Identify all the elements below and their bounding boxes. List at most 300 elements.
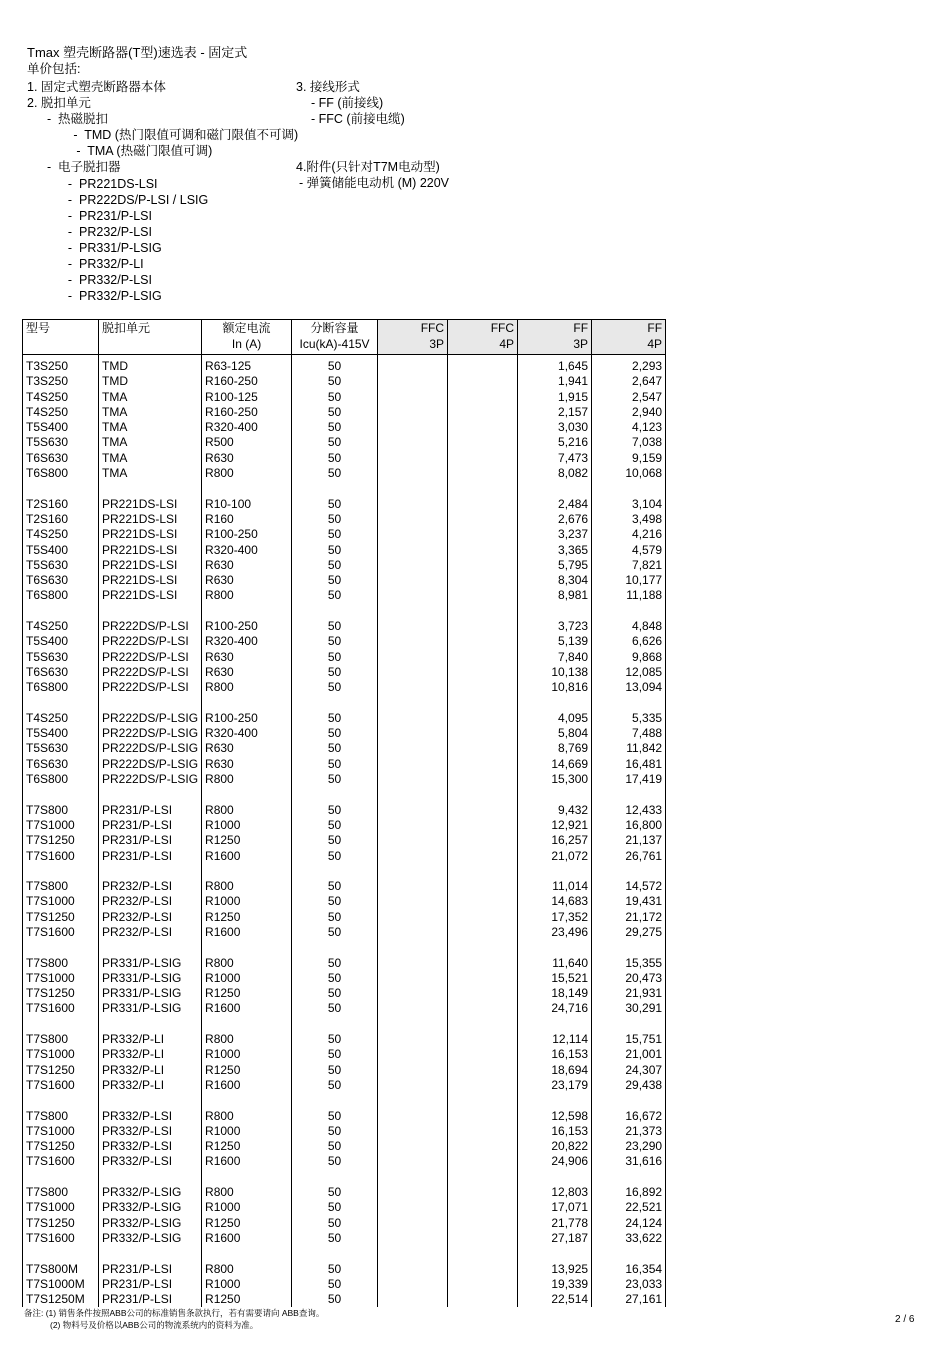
cell-trip-unit: PR221DS-LSI bbox=[99, 527, 202, 542]
table-row bbox=[23, 1109, 666, 1124]
cell-breaking-capacity: 50 bbox=[292, 1124, 378, 1139]
cell-ff-4p: 23,290 bbox=[592, 1139, 666, 1154]
header-ffc-4p: FFC 4P bbox=[448, 320, 518, 355]
cell-rated-current: R800 bbox=[202, 588, 292, 603]
cell-breaking-capacity: 50 bbox=[292, 512, 378, 527]
cell-model: T4S250 bbox=[23, 527, 99, 542]
cell-model: T7S1250 bbox=[23, 1139, 99, 1154]
cell-rated-current: R1250 bbox=[202, 833, 292, 848]
cell-ff-4p: 14,572 bbox=[592, 879, 666, 894]
cell-ff-3p: 5,139 bbox=[518, 634, 592, 649]
included-item: - PR332/P-LSIG bbox=[54, 289, 162, 303]
cell-model: T7S800 bbox=[23, 1032, 99, 1047]
cell-model: T6S630 bbox=[23, 757, 99, 772]
table-row bbox=[23, 986, 666, 1001]
cell-ffc-3p bbox=[378, 1154, 448, 1169]
table-row bbox=[23, 405, 666, 420]
group-separator bbox=[23, 864, 666, 879]
cell-ffc-4p bbox=[448, 1262, 518, 1277]
page-number: 2 / 6 bbox=[895, 1314, 915, 1325]
cell-breaking-capacity: 50 bbox=[292, 1200, 378, 1215]
cell-trip-unit: PR221DS-LSI bbox=[99, 588, 202, 603]
cell-ff-4p: 22,521 bbox=[592, 1200, 666, 1215]
cell-ff-3p: 7,473 bbox=[518, 451, 592, 466]
cell-ff-3p: 13,925 bbox=[518, 1262, 592, 1277]
cell-ffc-3p bbox=[378, 956, 448, 971]
cell-rated-current: R630 bbox=[202, 741, 292, 756]
table-row bbox=[23, 956, 666, 971]
cell-model: T7S1600 bbox=[23, 849, 99, 864]
cell-ff-4p: 17,419 bbox=[592, 772, 666, 787]
cell-ff-4p: 9,868 bbox=[592, 650, 666, 665]
cell-ff-4p: 4,216 bbox=[592, 527, 666, 542]
cell-ff-3p: 12,598 bbox=[518, 1109, 592, 1124]
cell-ffc-3p bbox=[378, 757, 448, 772]
cell-ff-4p: 15,355 bbox=[592, 956, 666, 971]
cell-ffc-4p bbox=[448, 619, 518, 634]
cell-model: T4S250 bbox=[23, 619, 99, 634]
cell-ffc-4p bbox=[448, 588, 518, 603]
cell-model: T4S250 bbox=[23, 405, 99, 420]
cell-ffc-4p bbox=[448, 1063, 518, 1078]
cell-ffc-4p bbox=[448, 680, 518, 695]
cell-ffc-3p bbox=[378, 1001, 448, 1016]
cell-model: T6S800 bbox=[23, 588, 99, 603]
group-separator bbox=[23, 696, 666, 711]
cell-ffc-3p bbox=[378, 803, 448, 818]
cell-ffc-3p bbox=[378, 1292, 448, 1307]
cell-ff-4p: 2,940 bbox=[592, 405, 666, 420]
cell-breaking-capacity: 50 bbox=[292, 665, 378, 680]
cell-ff-4p: 4,123 bbox=[592, 420, 666, 435]
cell-trip-unit: PR231/P-LSI bbox=[99, 818, 202, 833]
cell-ff-4p: 16,892 bbox=[592, 1185, 666, 1200]
cell-ffc-4p bbox=[448, 1124, 518, 1139]
cell-ff-3p: 18,149 bbox=[518, 986, 592, 1001]
cell-model: T6S630 bbox=[23, 451, 99, 466]
cell-trip-unit: PR332/P-LSIG bbox=[99, 1216, 202, 1231]
cell-trip-unit: PR221DS-LSI bbox=[99, 497, 202, 512]
cell-ffc-4p bbox=[448, 1277, 518, 1292]
table-row bbox=[23, 1216, 666, 1231]
cell-trip-unit: PR222DS/P-LSI bbox=[99, 650, 202, 665]
cell-trip-unit: TMA bbox=[99, 435, 202, 450]
cell-ffc-3p bbox=[378, 527, 448, 542]
header-ff-4p: FF 4P bbox=[592, 320, 666, 355]
table-row bbox=[23, 451, 666, 466]
cell-rated-current: R800 bbox=[202, 1262, 292, 1277]
cell-ff-4p: 21,001 bbox=[592, 1047, 666, 1062]
cell-ffc-4p bbox=[448, 1139, 518, 1154]
cell-ffc-4p bbox=[448, 405, 518, 420]
cell-model: T5S400 bbox=[23, 543, 99, 558]
cell-ffc-3p bbox=[378, 741, 448, 756]
cell-breaking-capacity: 50 bbox=[292, 772, 378, 787]
cell-ff-3p: 19,339 bbox=[518, 1277, 592, 1292]
cell-ffc-4p bbox=[448, 543, 518, 558]
cell-ff-4p: 27,161 bbox=[592, 1292, 666, 1307]
cell-model: T7S800 bbox=[23, 956, 99, 971]
cell-trip-unit: PR222DS/P-LSIG bbox=[99, 726, 202, 741]
cell-ffc-3p bbox=[378, 1277, 448, 1292]
cell-breaking-capacity: 50 bbox=[292, 818, 378, 833]
cell-ff-3p: 8,082 bbox=[518, 466, 592, 481]
table-row bbox=[23, 420, 666, 435]
cell-model: T7S1600 bbox=[23, 1078, 99, 1093]
table-row bbox=[23, 971, 666, 986]
cell-ffc-3p bbox=[378, 711, 448, 726]
cell-ff-3p: 5,804 bbox=[518, 726, 592, 741]
header-ff-3p: FF 3P bbox=[518, 320, 592, 355]
cell-ff-4p: 16,481 bbox=[592, 757, 666, 772]
cell-rated-current: R1600 bbox=[202, 849, 292, 864]
cell-ff-3p: 1,645 bbox=[518, 359, 592, 374]
cell-rated-current: R1600 bbox=[202, 1154, 292, 1169]
cell-breaking-capacity: 50 bbox=[292, 1216, 378, 1231]
cell-ffc-3p bbox=[378, 558, 448, 573]
cell-ff-3p: 14,683 bbox=[518, 894, 592, 909]
cell-trip-unit: PR231/P-LSI bbox=[99, 1292, 202, 1307]
cell-ff-3p: 8,769 bbox=[518, 741, 592, 756]
header-trip-unit: 脱扣单元 bbox=[99, 320, 202, 355]
cell-ffc-3p bbox=[378, 543, 448, 558]
cell-ff-4p: 29,438 bbox=[592, 1078, 666, 1093]
header-ffc-3p: FFC 3P bbox=[378, 320, 448, 355]
cell-ffc-4p bbox=[448, 527, 518, 542]
cell-ffc-4p bbox=[448, 726, 518, 741]
table-row bbox=[23, 1262, 666, 1277]
wiring-title: 3. 接线形式 bbox=[296, 80, 360, 94]
cell-ff-3p: 23,496 bbox=[518, 925, 592, 940]
cell-ffc-4p bbox=[448, 894, 518, 909]
table-row bbox=[23, 1047, 666, 1062]
cell-ff-3p: 7,840 bbox=[518, 650, 592, 665]
included-item: - 电子脱扣器 bbox=[40, 160, 121, 174]
table-header-row bbox=[23, 320, 666, 355]
cell-ffc-4p bbox=[448, 1200, 518, 1215]
cell-ff-3p: 12,114 bbox=[518, 1032, 592, 1047]
cell-ffc-3p bbox=[378, 573, 448, 588]
included-item: - TMD (热门限值可调和磁门限值不可调) bbox=[56, 128, 299, 142]
cell-breaking-capacity: 50 bbox=[292, 466, 378, 481]
cell-ffc-3p bbox=[378, 451, 448, 466]
header-rated-current: 额定电流 In (A) bbox=[202, 320, 292, 355]
cell-ffc-4p bbox=[448, 466, 518, 481]
cell-rated-current: R320-400 bbox=[202, 634, 292, 649]
cell-rated-current: R1250 bbox=[202, 1216, 292, 1231]
cell-ffc-4p bbox=[448, 1001, 518, 1016]
cell-model: T5S400 bbox=[23, 634, 99, 649]
cell-model: T7S1250 bbox=[23, 1063, 99, 1078]
cell-ff-4p: 3,498 bbox=[592, 512, 666, 527]
group-separator bbox=[23, 1246, 666, 1261]
cell-ff-3p: 14,669 bbox=[518, 757, 592, 772]
cell-trip-unit: PR221DS-LSI bbox=[99, 573, 202, 588]
cell-model: T7S1000 bbox=[23, 818, 99, 833]
cell-model: T5S630 bbox=[23, 435, 99, 450]
cell-rated-current: R100-250 bbox=[202, 711, 292, 726]
cell-breaking-capacity: 50 bbox=[292, 1154, 378, 1169]
cell-rated-current: R800 bbox=[202, 1032, 292, 1047]
table-row bbox=[23, 894, 666, 909]
cell-ffc-3p bbox=[378, 1063, 448, 1078]
table-row bbox=[23, 466, 666, 481]
cell-ff-3p: 21,778 bbox=[518, 1216, 592, 1231]
cell-breaking-capacity: 50 bbox=[292, 1231, 378, 1246]
table-row bbox=[23, 1277, 666, 1292]
cell-model: T7S800 bbox=[23, 803, 99, 818]
cell-breaking-capacity: 50 bbox=[292, 741, 378, 756]
cell-ffc-3p bbox=[378, 359, 448, 374]
cell-ff-4p: 21,137 bbox=[592, 833, 666, 848]
cell-ff-3p: 10,138 bbox=[518, 665, 592, 680]
cell-ff-3p: 20,822 bbox=[518, 1139, 592, 1154]
cell-model: T5S630 bbox=[23, 558, 99, 573]
cell-breaking-capacity: 50 bbox=[292, 726, 378, 741]
cell-rated-current: R630 bbox=[202, 558, 292, 573]
cell-ff-4p: 13,094 bbox=[592, 680, 666, 695]
included-item: - PR221DS-LSI bbox=[54, 177, 158, 191]
cell-ff-4p: 33,622 bbox=[592, 1231, 666, 1246]
cell-ffc-3p bbox=[378, 1139, 448, 1154]
table-row bbox=[23, 1063, 666, 1078]
cell-ff-4p: 12,085 bbox=[592, 665, 666, 680]
table-row bbox=[23, 726, 666, 741]
cell-ff-3p: 15,300 bbox=[518, 772, 592, 787]
cell-trip-unit: PR222DS/P-LSIG bbox=[99, 741, 202, 756]
cell-ffc-4p bbox=[448, 1032, 518, 1047]
cell-rated-current: R500 bbox=[202, 435, 292, 450]
group-separator bbox=[23, 787, 666, 802]
table-row bbox=[23, 757, 666, 772]
cell-ff-3p: 16,257 bbox=[518, 833, 592, 848]
cell-trip-unit: PR221DS-LSI bbox=[99, 543, 202, 558]
cell-rated-current: R1250 bbox=[202, 1063, 292, 1078]
cell-trip-unit: PR231/P-LSI bbox=[99, 833, 202, 848]
cell-breaking-capacity: 50 bbox=[292, 757, 378, 772]
cell-model: T6S800 bbox=[23, 680, 99, 695]
table-row bbox=[23, 818, 666, 833]
cell-rated-current: R630 bbox=[202, 451, 292, 466]
group-separator bbox=[23, 604, 666, 619]
table-row bbox=[23, 711, 666, 726]
cell-rated-current: R1000 bbox=[202, 971, 292, 986]
cell-breaking-capacity: 50 bbox=[292, 420, 378, 435]
cell-ff-3p: 4,095 bbox=[518, 711, 592, 726]
included-item: - PR222DS/P-LSI / LSIG bbox=[54, 193, 209, 207]
cell-breaking-capacity: 50 bbox=[292, 435, 378, 450]
cell-trip-unit: PR332/P-LI bbox=[99, 1032, 202, 1047]
table-row bbox=[23, 1032, 666, 1047]
wiring-ffc: - FFC (前接电缆) bbox=[311, 112, 405, 126]
cell-trip-unit: TMA bbox=[99, 390, 202, 405]
cell-breaking-capacity: 50 bbox=[292, 1032, 378, 1047]
cell-ff-4p: 5,335 bbox=[592, 711, 666, 726]
cell-trip-unit: PR231/P-LSI bbox=[99, 803, 202, 818]
cell-trip-unit: PR222DS/P-LSIG bbox=[99, 757, 202, 772]
cell-ffc-4p bbox=[448, 665, 518, 680]
cell-ff-3p: 16,153 bbox=[518, 1124, 592, 1139]
cell-ff-4p: 7,821 bbox=[592, 558, 666, 573]
cell-ff-3p: 11,014 bbox=[518, 879, 592, 894]
cell-ffc-3p bbox=[378, 619, 448, 634]
cell-model: T7S1000 bbox=[23, 1124, 99, 1139]
cell-rated-current: R630 bbox=[202, 665, 292, 680]
cell-ffc-3p bbox=[378, 1124, 448, 1139]
cell-ffc-3p bbox=[378, 818, 448, 833]
cell-rated-current: R630 bbox=[202, 573, 292, 588]
cell-ffc-3p bbox=[378, 986, 448, 1001]
included-item: - PR331/P-LSIG bbox=[54, 241, 162, 255]
included-item: - TMA (热磁门限值可调) bbox=[59, 144, 213, 158]
cell-rated-current: R1000 bbox=[202, 894, 292, 909]
cell-trip-unit: PR331/P-LSIG bbox=[99, 971, 202, 986]
cell-ffc-4p bbox=[448, 971, 518, 986]
cell-ff-3p: 9,432 bbox=[518, 803, 592, 818]
table-row bbox=[23, 497, 666, 512]
footnote-1: 备注: (1) 销售条件按照ABB公司的标准销售条款执行，若有需要请向 ABB查询。 bbox=[24, 1308, 325, 1318]
cell-ff-4p: 12,433 bbox=[592, 803, 666, 818]
table-row bbox=[23, 665, 666, 680]
cell-trip-unit: PR231/P-LSI bbox=[99, 849, 202, 864]
cell-rated-current: R800 bbox=[202, 466, 292, 481]
cell-breaking-capacity: 50 bbox=[292, 374, 378, 389]
cell-ffc-4p bbox=[448, 956, 518, 971]
cell-ffc-4p bbox=[448, 573, 518, 588]
cell-rated-current: R630 bbox=[202, 757, 292, 772]
cell-ffc-4p bbox=[448, 451, 518, 466]
cell-ffc-3p bbox=[378, 435, 448, 450]
cell-ff-4p: 20,473 bbox=[592, 971, 666, 986]
cell-ff-4p: 21,373 bbox=[592, 1124, 666, 1139]
price-table bbox=[22, 319, 666, 1307]
cell-rated-current: R800 bbox=[202, 1109, 292, 1124]
cell-ffc-4p bbox=[448, 818, 518, 833]
cell-ff-3p: 3,723 bbox=[518, 619, 592, 634]
cell-ffc-4p bbox=[448, 390, 518, 405]
table-row bbox=[23, 558, 666, 573]
cell-ff-3p: 5,795 bbox=[518, 558, 592, 573]
cell-ff-3p: 24,906 bbox=[518, 1154, 592, 1169]
cell-breaking-capacity: 50 bbox=[292, 359, 378, 374]
cell-rated-current: R1250 bbox=[202, 1139, 292, 1154]
table-row bbox=[23, 588, 666, 603]
cell-ffc-3p bbox=[378, 1109, 448, 1124]
cell-model: T7S1000M bbox=[23, 1277, 99, 1292]
cell-ff-4p: 11,188 bbox=[592, 588, 666, 603]
cell-ff-4p: 2,293 bbox=[592, 359, 666, 374]
cell-ffc-3p bbox=[378, 650, 448, 665]
group-separator bbox=[23, 1017, 666, 1032]
cell-ff-3p: 11,640 bbox=[518, 956, 592, 971]
cell-ff-3p: 18,694 bbox=[518, 1063, 592, 1078]
cell-breaking-capacity: 50 bbox=[292, 405, 378, 420]
cell-rated-current: R1600 bbox=[202, 1001, 292, 1016]
table-row bbox=[23, 741, 666, 756]
cell-trip-unit: TMD bbox=[99, 359, 202, 374]
cell-ff-4p: 10,177 bbox=[592, 573, 666, 588]
cell-model: T7S1600 bbox=[23, 1231, 99, 1246]
cell-breaking-capacity: 50 bbox=[292, 451, 378, 466]
cell-breaking-capacity: 50 bbox=[292, 803, 378, 818]
cell-ffc-3p bbox=[378, 726, 448, 741]
cell-rated-current: R100-250 bbox=[202, 527, 292, 542]
cell-model: T7S1250M bbox=[23, 1292, 99, 1307]
cell-ffc-3p bbox=[378, 910, 448, 925]
cell-ffc-4p bbox=[448, 1078, 518, 1093]
cell-ff-3p: 17,071 bbox=[518, 1200, 592, 1215]
cell-trip-unit: PR332/P-LSI bbox=[99, 1139, 202, 1154]
price-includes-label: 单价包括: bbox=[27, 62, 81, 76]
cell-ffc-4p bbox=[448, 435, 518, 450]
cell-breaking-capacity: 50 bbox=[292, 910, 378, 925]
table-row bbox=[23, 849, 666, 864]
cell-ff-4p: 11,842 bbox=[592, 741, 666, 756]
cell-breaking-capacity: 50 bbox=[292, 634, 378, 649]
cell-ffc-3p bbox=[378, 680, 448, 695]
cell-model: T5S630 bbox=[23, 741, 99, 756]
table-row bbox=[23, 1231, 666, 1246]
cell-ffc-4p bbox=[448, 910, 518, 925]
cell-model: T6S630 bbox=[23, 665, 99, 680]
cell-ff-3p: 12,803 bbox=[518, 1185, 592, 1200]
cell-rated-current: R320-400 bbox=[202, 726, 292, 741]
cell-ff-3p: 2,157 bbox=[518, 405, 592, 420]
group-separator bbox=[23, 1093, 666, 1108]
cell-breaking-capacity: 50 bbox=[292, 1047, 378, 1062]
cell-ff-3p: 1,915 bbox=[518, 390, 592, 405]
cell-trip-unit: PR331/P-LSIG bbox=[99, 956, 202, 971]
cell-ff-4p: 23,033 bbox=[592, 1277, 666, 1292]
table-row bbox=[23, 772, 666, 787]
cell-ffc-3p bbox=[378, 894, 448, 909]
table-row bbox=[23, 374, 666, 389]
table-row bbox=[23, 803, 666, 818]
cell-ffc-4p bbox=[448, 833, 518, 848]
cell-trip-unit: PR332/P-LI bbox=[99, 1047, 202, 1062]
table-row bbox=[23, 1124, 666, 1139]
cell-breaking-capacity: 50 bbox=[292, 1078, 378, 1093]
cell-model: T7S800M bbox=[23, 1262, 99, 1277]
cell-model: T5S400 bbox=[23, 420, 99, 435]
cell-breaking-capacity: 50 bbox=[292, 849, 378, 864]
table-row bbox=[23, 1154, 666, 1169]
cell-ff-4p: 9,159 bbox=[592, 451, 666, 466]
cell-breaking-capacity: 50 bbox=[292, 1109, 378, 1124]
cell-rated-current: R10-100 bbox=[202, 497, 292, 512]
cell-ffc-3p bbox=[378, 497, 448, 512]
cell-model: T7S800 bbox=[23, 1109, 99, 1124]
cell-model: T2S160 bbox=[23, 497, 99, 512]
cell-ffc-4p bbox=[448, 1292, 518, 1307]
cell-rated-current: R1000 bbox=[202, 1200, 292, 1215]
cell-breaking-capacity: 50 bbox=[292, 925, 378, 940]
cell-ff-4p: 30,291 bbox=[592, 1001, 666, 1016]
cell-ffc-4p bbox=[448, 1047, 518, 1062]
cell-rated-current: R630 bbox=[202, 650, 292, 665]
cell-model: T7S1600 bbox=[23, 1001, 99, 1016]
table-row bbox=[23, 619, 666, 634]
cell-model: T7S1250 bbox=[23, 833, 99, 848]
cell-ffc-4p bbox=[448, 374, 518, 389]
cell-ff-4p: 21,172 bbox=[592, 910, 666, 925]
header-model: 型号 bbox=[23, 320, 99, 355]
cell-ffc-4p bbox=[448, 634, 518, 649]
table-row bbox=[23, 1292, 666, 1307]
cell-ff-3p: 23,179 bbox=[518, 1078, 592, 1093]
cell-ffc-3p bbox=[378, 1200, 448, 1215]
cell-ff-3p: 3,237 bbox=[518, 527, 592, 542]
